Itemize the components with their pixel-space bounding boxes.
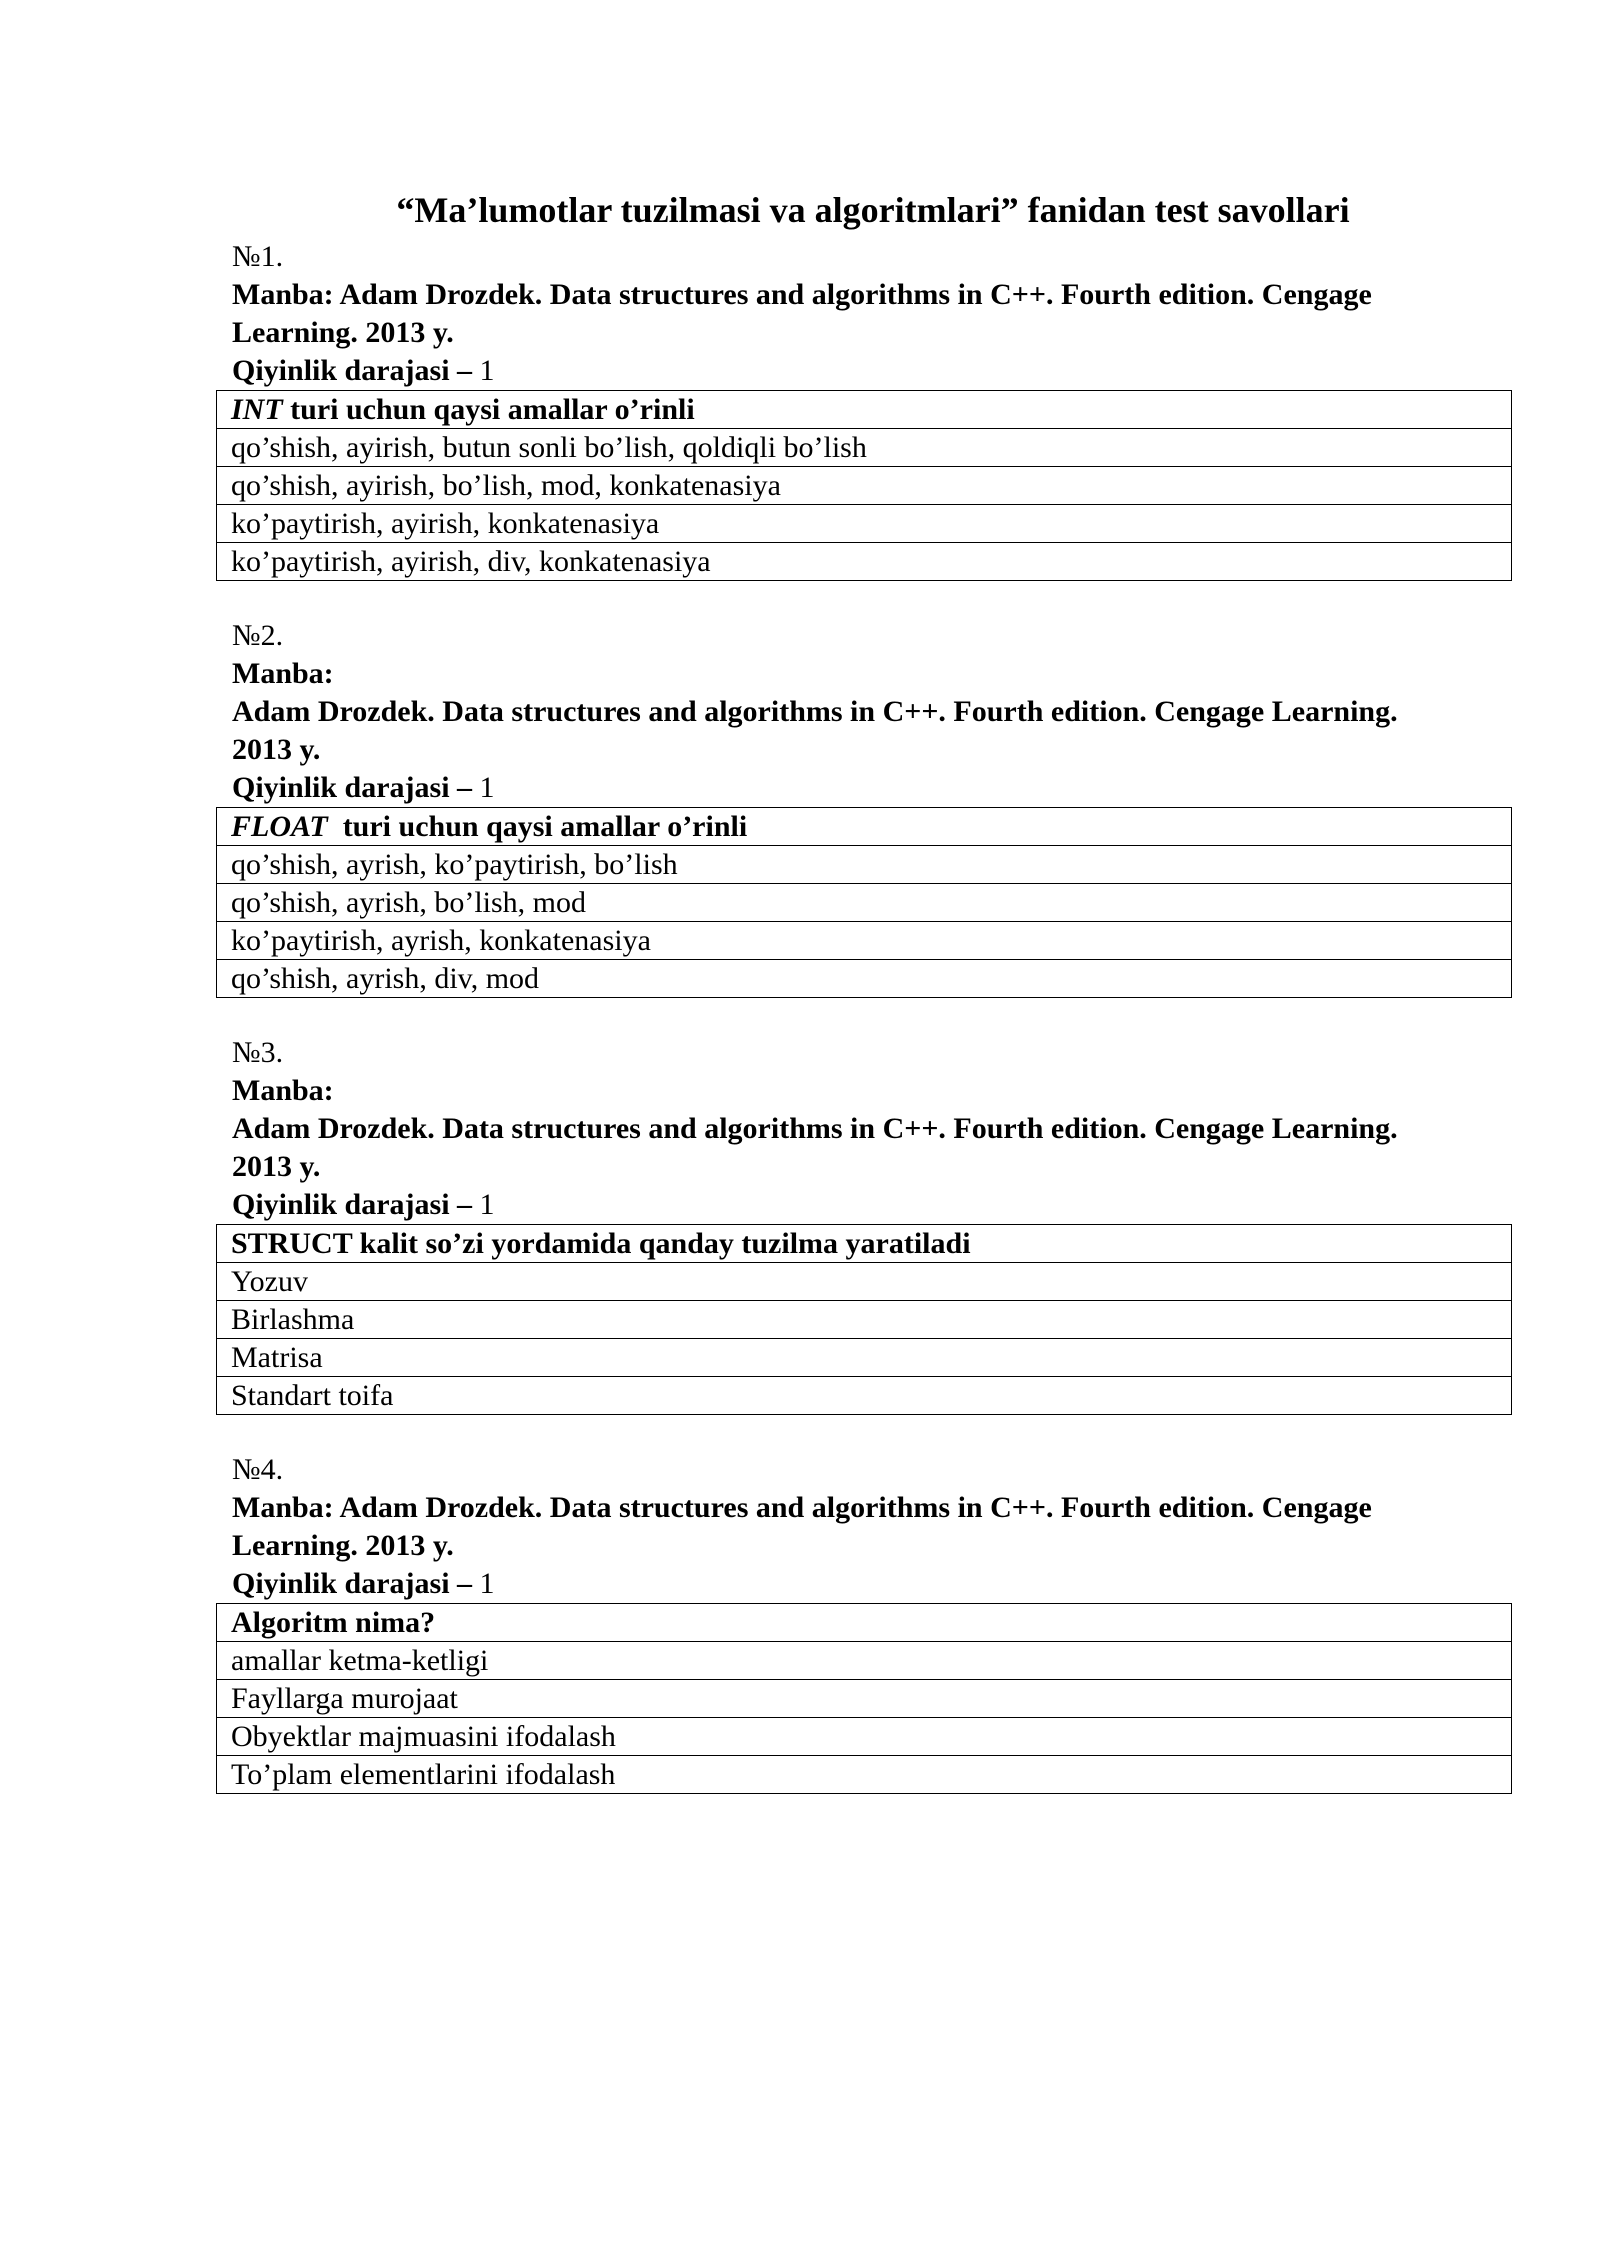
answer-option: Birlashma <box>217 1301 1512 1339</box>
difficulty-line <box>230 352 1516 390</box>
document-content <box>230 188 1516 1830</box>
question-row <box>217 1604 1512 1642</box>
source-line: Learning. 2013 y. <box>232 316 454 349</box>
answer-row <box>217 884 1512 922</box>
source-line: Manba: <box>232 657 334 690</box>
question-list <box>230 238 1516 1794</box>
difficulty-line <box>230 1186 1516 1224</box>
question-text-body: Algoritm nima? <box>231 1605 436 1639</box>
answer-option: Yozuv <box>217 1263 1512 1301</box>
difficulty-label: Qiyinlik darajasi – <box>232 1188 473 1221</box>
question-block <box>230 617 1516 998</box>
question-number: №4. <box>232 1453 284 1486</box>
answer-option: Standart toifa <box>217 1377 1512 1415</box>
answer-row <box>217 1301 1512 1339</box>
page-title: “Ma’lumotlar tuzilmasi va algoritmlari” fanidan test savollari <box>396 190 1350 230</box>
question-row <box>217 808 1512 846</box>
difficulty-value: 1 <box>479 354 495 387</box>
question-text-body: turi uchun qaysi amallar o’rinli <box>327 809 748 843</box>
source-line: Manba: <box>232 1074 334 1107</box>
answer-option: ko’paytirish, ayrish, konkatenasiya <box>217 922 1512 960</box>
answer-row <box>217 1718 1512 1756</box>
question-block <box>230 1451 1516 1794</box>
answer-option: Fayllarga murojaat <box>217 1680 1512 1718</box>
difficulty-value: 1 <box>479 1567 495 1600</box>
source-line: Manba: Adam Drozdek. Data structures and algorithms in C++. Fourth edition. Cengage <box>232 278 1372 311</box>
answer-option: ko’paytirish, ayirish, konkatenasiya <box>217 505 1512 543</box>
question-text-body: turi uchun qaysi amallar o’rinli <box>282 392 695 426</box>
question-number: №2. <box>232 619 284 652</box>
question-number: №1. <box>232 240 284 273</box>
question-row <box>217 1225 1512 1263</box>
source-line: 2013 y. <box>232 733 321 766</box>
answer-row <box>217 1339 1512 1377</box>
answer-row <box>217 846 1512 884</box>
answer-option: Matrisa <box>217 1339 1512 1377</box>
answer-row <box>217 429 1512 467</box>
answer-option: qo’shish, ayirish, bo’lish, mod, konkatenasiya <box>217 467 1512 505</box>
answer-row <box>217 1680 1512 1718</box>
difficulty-line <box>230 769 1516 807</box>
answer-option: To’plam elementlarini ifodalash <box>217 1756 1512 1794</box>
question-number: №3. <box>232 1036 284 1069</box>
question-table <box>216 390 1512 581</box>
question-text <box>217 808 1512 846</box>
source-line: Manba: Adam Drozdek. Data structures and algorithms in C++. Fourth edition. Cengage <box>232 1491 1372 1524</box>
answer-row <box>217 1756 1512 1794</box>
answer-row <box>217 1377 1512 1415</box>
question-table <box>216 807 1512 998</box>
answer-row <box>217 922 1512 960</box>
answer-option: amallar ketma-ketligi <box>217 1642 1512 1680</box>
answer-row <box>217 960 1512 998</box>
answer-option: qo’shish, ayirish, butun sonli bo’lish, qoldiqli bo’lish <box>217 429 1512 467</box>
answer-option: qo’shish, ayrish, bo’lish, mod <box>217 884 1512 922</box>
difficulty-value: 1 <box>479 771 495 804</box>
difficulty-label: Qiyinlik darajasi – <box>232 1567 473 1600</box>
difficulty-label: Qiyinlik darajasi – <box>232 771 473 804</box>
source-line: Learning. 2013 y. <box>232 1529 454 1562</box>
question-text <box>217 1225 1512 1263</box>
answer-option: Obyektlar majmuasini ifodalash <box>217 1718 1512 1756</box>
answer-row <box>217 467 1512 505</box>
question-keyword: INT <box>231 392 283 426</box>
question-text <box>217 1604 1512 1642</box>
question-keyword: FLOAT <box>231 809 328 843</box>
difficulty-line <box>230 1565 1516 1603</box>
question-block <box>230 238 1516 581</box>
answer-row <box>217 505 1512 543</box>
difficulty-value: 1 <box>479 1188 495 1221</box>
answer-row <box>217 1263 1512 1301</box>
source-line: Adam Drozdek. Data structures and algorithms in C++. Fourth edition. Cengage Learning. <box>232 1112 1398 1145</box>
source-line: Adam Drozdek. Data structures and algorithms in C++. Fourth edition. Cengage Learning. <box>232 695 1398 728</box>
answer-row <box>217 1642 1512 1680</box>
question-text <box>217 391 1512 429</box>
answer-option: qo’shish, ayrish, ko’paytirish, bo’lish <box>217 846 1512 884</box>
question-block <box>230 1034 1516 1415</box>
question-table <box>216 1603 1512 1794</box>
answer-row <box>217 543 1512 581</box>
question-table <box>216 1224 1512 1415</box>
source-line: 2013 y. <box>232 1150 321 1183</box>
answer-option: ko’paytirish, ayirish, div, konkatenasiya <box>217 543 1512 581</box>
difficulty-label: Qiyinlik darajasi – <box>232 354 473 387</box>
question-row <box>217 391 1512 429</box>
question-text-body: STRUCT kalit so’zi yordamida qanday tuzilma yaratiladi <box>231 1226 971 1260</box>
answer-option: qo’shish, ayrish, div, mod <box>217 960 1512 998</box>
